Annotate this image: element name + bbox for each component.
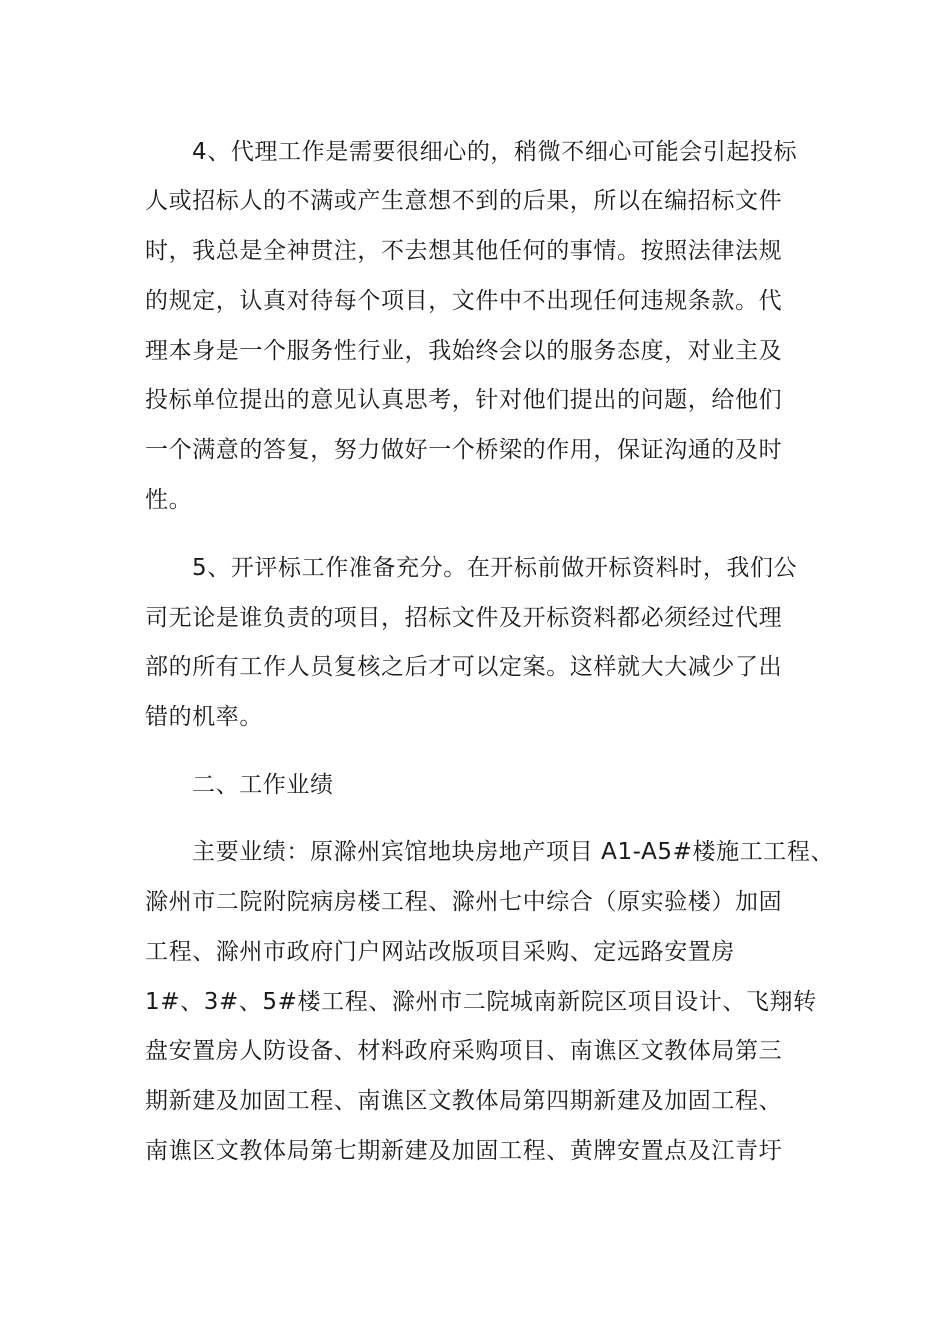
paragraph-line: 投标单位提出的意见认真思考，针对他们提出的问题，给他们 — [145, 387, 783, 413]
paragraph-line: 人或招标人的不满或产生意想不到的后果，所以在编招标文件 — [145, 188, 783, 214]
paragraph-line: 的规定，认真对待每个项目，文件中不出现任何违规条款。代 — [145, 288, 783, 314]
paragraph-line: 性。 — [145, 487, 193, 513]
paragraph-line: 4、代理工作是需要很细心的，稍微不细心可能会引起投标 — [192, 139, 798, 165]
paragraph-line: 1#、3#、5#楼工程、滁州市二院城南新院区项目设计、飞翔转 — [145, 989, 817, 1015]
paragraph-line: 一个满意的答复，努力做好一个桥梁的作用，保证沟通的及时 — [145, 437, 783, 463]
section-heading: 二、工作业绩 — [192, 772, 334, 798]
paragraph-line: 部的所有工作人员复核之后才可以定案。这样就大大减少了出 — [145, 654, 783, 680]
paragraph-line: 司无论是谁负责的项目，招标文件及开标资料都必须经过代理 — [145, 605, 783, 631]
paragraph-line: 理本身是一个服务性行业，我始终会以的服务态度，对业主及 — [145, 338, 783, 364]
paragraph-line: 5、开评标工作准备充分。在开标前做开标资料时，我们公 — [192, 555, 798, 581]
paragraph-line: 主要业绩：原滁州宾馆地块房地产项目 A1-A5#楼施工工程、 — [192, 839, 835, 865]
paragraph-line: 工程、滁州市政府门户网站改版项目采购、定远路安置房 — [145, 939, 735, 965]
paragraph-line: 时，我总是全神贯注，不去想其他任何的事情。按照法律法规 — [145, 238, 783, 264]
paragraph-line: 南谯区文教体局第七期新建及加固工程、黄牌安置点及江青圩 — [145, 1138, 783, 1164]
paragraph-line: 滁州市二院附院病房楼工程、滁州七中综合（原实验楼）加固 — [145, 889, 783, 915]
paragraph-line: 错的机率。 — [145, 704, 263, 730]
paragraph-line: 盘安置房人防设备、材料政府采购项目、南谯区文教体局第三 — [145, 1038, 783, 1064]
paragraph-line: 期新建及加固工程、南谯区文教体局第四期新建及加固工程、 — [145, 1088, 783, 1114]
